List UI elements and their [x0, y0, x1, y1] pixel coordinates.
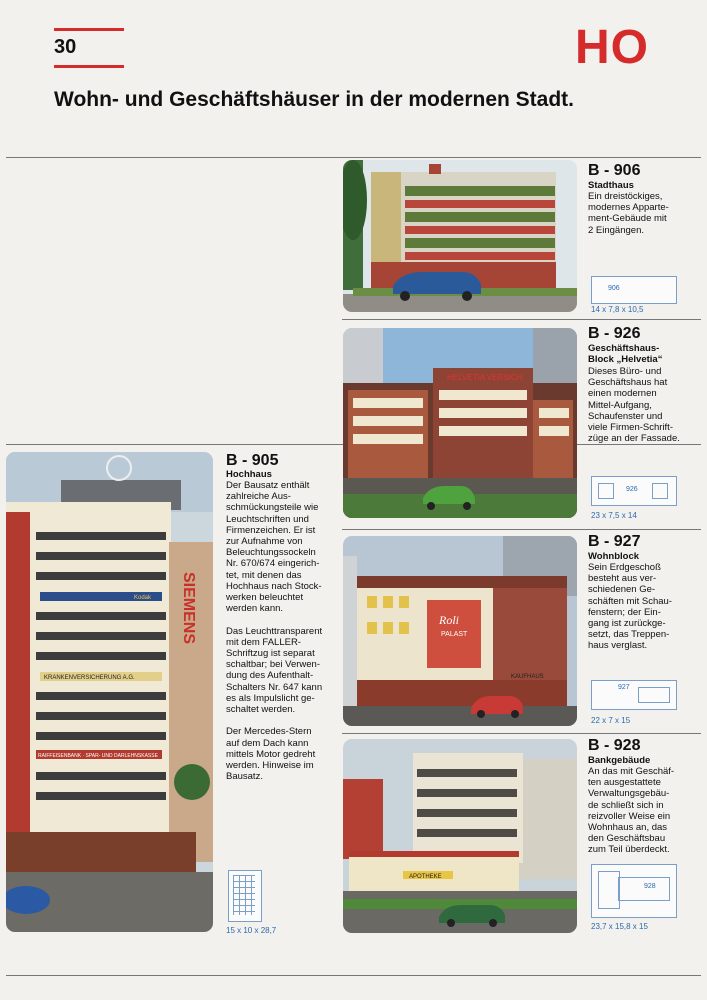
- scale-label: HO: [575, 21, 649, 74]
- page-headline: Wohn- und Geschäftshäuser in der modernen Stadt.: [54, 88, 575, 111]
- product-description: An das mit Geschäf- ten ausgestattete Verwaltungsgebäu- de schließt sich in reizvoller Weise ein Wohnhaus an, das den Geschäftsbau zum Teil überdeckt.: [588, 766, 675, 856]
- product-dimensions: 23 x 7,5 x 14: [591, 511, 637, 520]
- header-rule-top: [54, 28, 124, 31]
- section-rule: [342, 319, 701, 320]
- product-photo-906: [343, 160, 577, 312]
- photo-sign-kaufhaus: KAUFHAUS: [511, 674, 544, 680]
- photo-sign-kodak: Kodak: [134, 595, 152, 601]
- header-rule-bottom: [54, 65, 124, 68]
- floor-plan-927: 927: [591, 680, 677, 710]
- product-code: B - 905: [226, 452, 279, 469]
- product-name: Bankgebäude: [588, 755, 651, 766]
- photo-sign-apotheke: APOTHEKE: [409, 874, 442, 880]
- product-photo-927: [343, 536, 577, 726]
- photo-sign-raiffeisen: RAIFFEISENBANK · SPAR- UND DARLEHNSKASSE: [38, 753, 158, 759]
- product-dimensions: 15 x 10 x 28,7: [226, 926, 277, 935]
- photo-sign-roli: Roli: [439, 613, 459, 627]
- product-photo-926: [343, 328, 577, 518]
- product-photo-905: [6, 452, 213, 932]
- section-rule: [342, 733, 701, 734]
- section-rule: [6, 975, 701, 976]
- product-code: B - 926: [588, 325, 641, 342]
- product-code: B - 928: [588, 737, 641, 754]
- product-description: Dieses Büro- und Geschäftshaus hat einen modernen Mittel-Aufgang, Schaufenster und viele Firmen-Schrift- züge an der Fassade.: [588, 366, 680, 445]
- floor-plan-926: 926: [591, 476, 677, 506]
- section-rule: [342, 529, 701, 530]
- photo-sign-helvetia: HELVETIA VERSICH: [447, 373, 523, 382]
- product-code: B - 927: [588, 533, 641, 550]
- product-dimensions: 22 x 7 x 15: [591, 716, 631, 725]
- photo-sign-krankenversicherung: KRANKENVERSICHERUNG A.G.: [44, 675, 135, 681]
- product-dimensions: 14 x 7,8 x 10,5: [591, 305, 644, 314]
- product-name: Stadthaus: [588, 180, 634, 191]
- product-name: Hochhaus: [226, 469, 272, 480]
- product-code: B - 906: [588, 162, 641, 179]
- product-description: Der Bausatz enthält zahlreiche Aus- schmückungsteile wie Leuchtschriften und Firmenzeichen. Er ist zur Aufnahme von Beleuchtungssockeln Nr. 670/674 eingerich- tet, mit denen das Hochhaus nach Stock- werken beleuchtet werden kann. Das Leuchttransparent mit dem FALLER- Schriftzug ist separat schaltbar; bei Verwen- dung des Aufenthalt- Schalters Nr. 647 kann es als Impulslicht ge- schaltet werden. Der Mercedes-Stern auf dem Dach kann mittels Motor gedreht werden. Hinweise im Bausatz.: [226, 480, 323, 783]
- page-number: 30: [54, 36, 77, 58]
- section-rule: [6, 157, 701, 158]
- product-description: Sein Erdgeschoß besteht aus ver- schiedenen Ge- schäften mit Schau- fenstern; der Ein- gang ist zurückge- setzt, das Treppen- haus verglast.: [588, 562, 672, 652]
- floor-plan-905: [228, 870, 262, 922]
- product-name: Wohnblock: [588, 551, 640, 562]
- product-name: Geschäftshaus- Block „Helvetia“: [588, 343, 663, 365]
- product-description: Ein dreistöckiges, modernes Apparte- ment-Gebäude mit 2 Eingängen.: [588, 191, 669, 236]
- product-dimensions: 23,7 x 15,8 x 15: [591, 922, 648, 931]
- floor-plan-906: 906: [591, 276, 677, 304]
- photo-sign-siemens: SIEMENS: [180, 572, 197, 645]
- floor-plan-928: 928: [591, 864, 677, 918]
- product-photo-928: [343, 739, 577, 933]
- photo-sign-palast: PALAST: [441, 631, 468, 638]
